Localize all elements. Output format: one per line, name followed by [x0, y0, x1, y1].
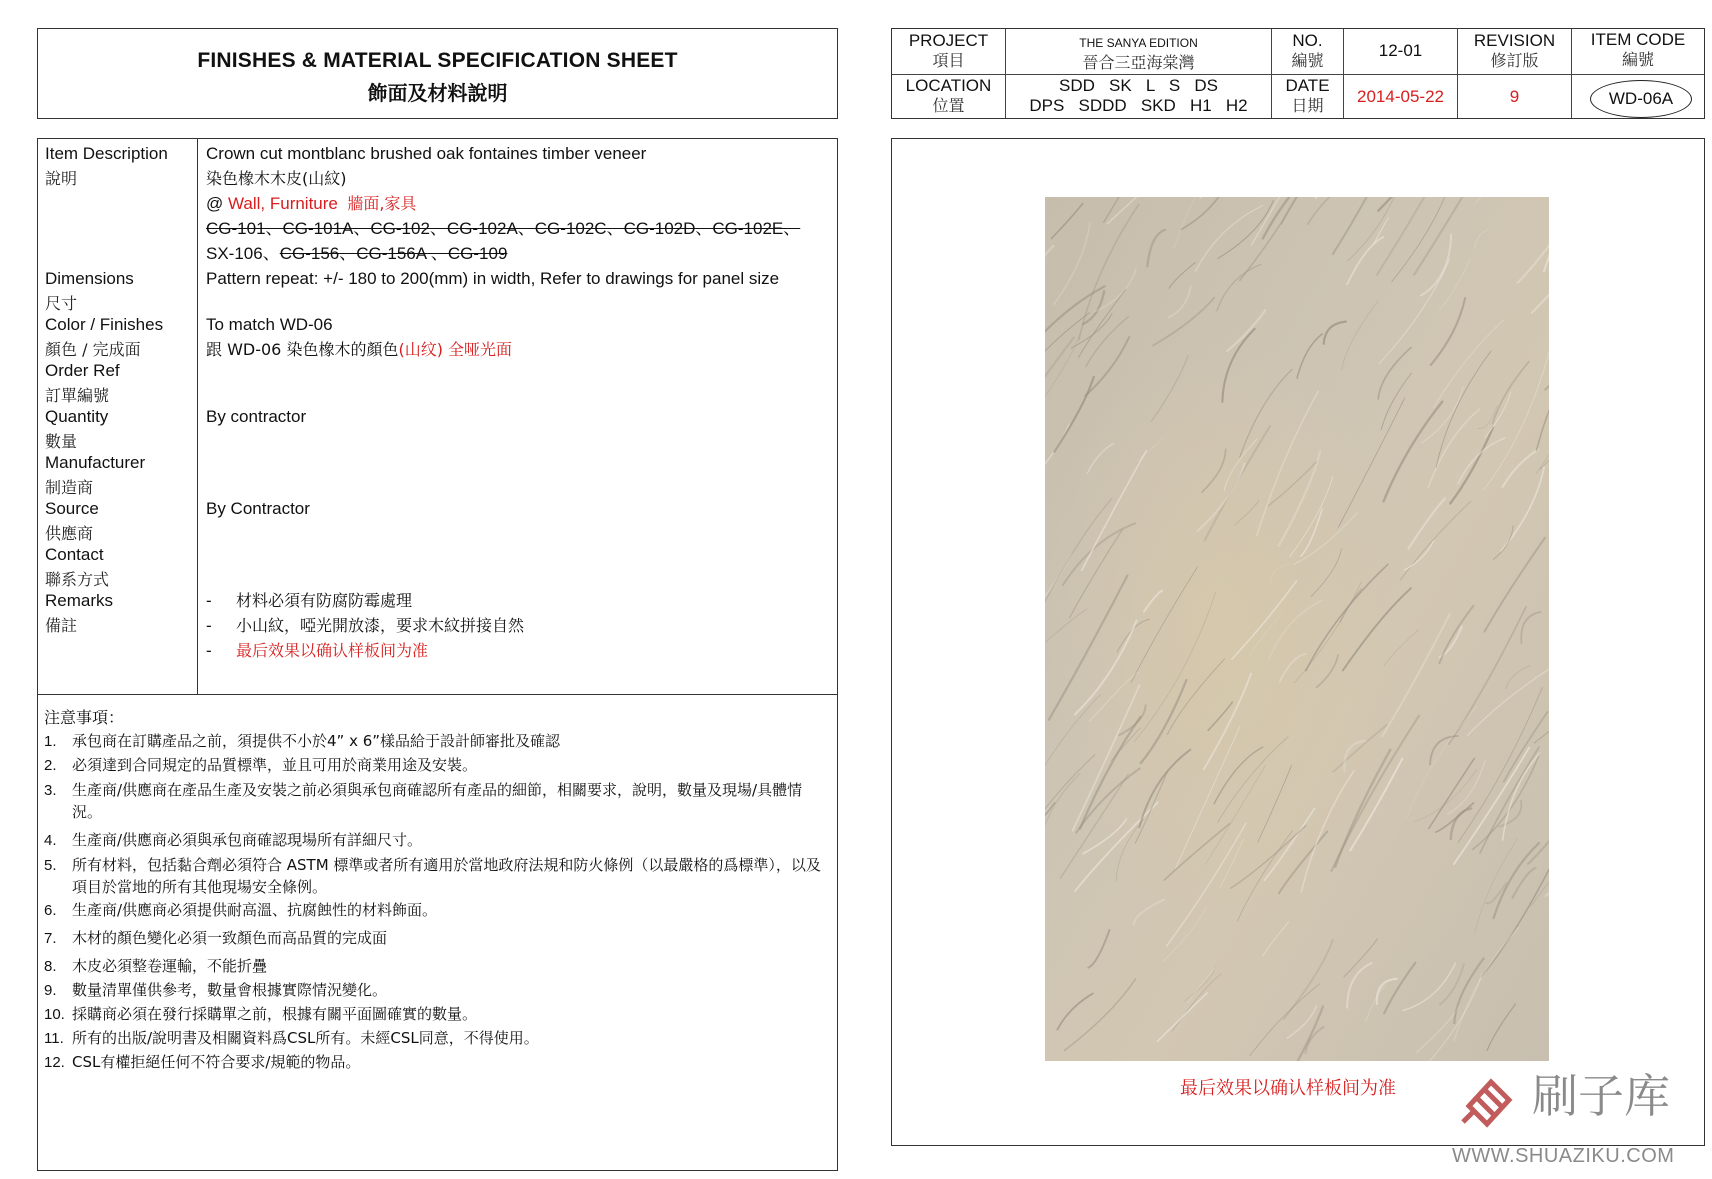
no-label: NO. 編號: [1272, 29, 1344, 75]
project-label: PROJECT 項目: [892, 29, 1006, 75]
superseded-codes-line2: CG-156、CG-156A 、CG-109: [279, 244, 508, 263]
order-ref-label: Order Ref 訂單編號: [45, 361, 120, 405]
contact-label: Contact 聯系方式: [45, 545, 110, 589]
note-item: 10. 採購商必須在發行採購單之前，根據有關平面圖確實的數量。: [44, 1005, 478, 1023]
color-finishes-label: Color / Finishes 顏色 / 完成面: [45, 315, 164, 359]
note-item: 2. 必須達到合同規定的品質標準，並且可用於商業用途及安裝。: [44, 756, 478, 774]
note-item: 6. 生產商/供應商必須提供耐高溫、抗腐蝕性的材料飾面。: [44, 901, 438, 919]
remark-item: - 小山紋，啞光開放漆，要求木紋拼接自然: [206, 616, 525, 635]
note-item: 7. 木材的顏色變化必須一致顏色而高品質的完成面: [44, 929, 388, 947]
watermark-logo-icon: [1455, 1062, 1523, 1130]
source-label: Source 供應商: [45, 499, 99, 543]
sheet-title-en: FINISHES & MATERIAL SPECIFICATION SHEET: [197, 49, 678, 72]
note-item: 1. 承包商在訂購產品之前，須提供不小於4” x 6”樣品給于設計師審批及確認: [44, 732, 561, 750]
notes-section: [37, 695, 838, 1171]
sample-caption: 最后效果以确认样板间为准: [1180, 1078, 1396, 1099]
location-value: SDD SK L S DS DPS SDDD SKD H1 H2: [1006, 75, 1272, 118]
wood-veneer-sample-image: [1045, 197, 1549, 1061]
remarks-label: Remarks 備註: [45, 591, 114, 635]
date-value: 2014-05-22: [1344, 75, 1458, 118]
dimensions-label: Dimensions 尺寸: [45, 269, 134, 313]
note-item: 5. 所有材料，包括黏合劑必須符合 ASTM 標準或者所有適用於當地政府法規和防火條例（以最嚴格的爲標準），以及項目於當地的所有其他現場安全條例。: [44, 856, 821, 896]
color-finishes-value: To match WD-06 跟 WD-06 染色橡木的顏色(山纹) 全哑光面: [206, 315, 513, 359]
header-info-table: [891, 28, 1705, 119]
no-value: 12-01: [1344, 29, 1458, 75]
remark-item: - 最后效果以确认样板间为准: [206, 641, 429, 660]
remark-item: - 材料必須有防腐防霉處理: [206, 591, 413, 610]
sheet-title-box: [37, 28, 838, 119]
item-code-value: WD-06A: [1590, 80, 1692, 118]
revision-value: 9: [1458, 75, 1572, 118]
quantity-value: By contractor: [206, 407, 307, 426]
current-code: SX-106、: [206, 244, 280, 263]
sample-panel: [891, 138, 1705, 1146]
notes-title: 注意事項：: [44, 708, 125, 727]
quantity-label: Quantity 數量: [45, 407, 109, 451]
item-description-value: Crown cut montblanc brushed oak fontaines timber veneer 染色橡木木皮(山紋) @ Wall, Furniture 牆面,家具 CG-101、CG-101A、CG-102、CG-102A、CG-102C、CG-102D、CG-102E、 SX-106、CG-156、CG-156A 、CG-109: [206, 144, 801, 263]
sheet-title-zh: 飾面及材料說明: [367, 81, 508, 105]
note-item: 3. 生產商/供應商在產品生產及安裝之前必須與承包商確認所有產品的細節，相關要求，說明，數量及現場/具體情況。: [44, 781, 803, 821]
location-label: LOCATION 位置: [892, 75, 1006, 118]
item-description-label: Item Description 說明: [45, 144, 168, 188]
note-item: 4. 生產商/供應商必須與承包商確認現場所有詳細尺寸。: [44, 831, 423, 849]
item-code-value-cell: [1572, 75, 1704, 118]
source-value: By Contractor: [206, 499, 310, 518]
watermark-text: 刷子库: [1532, 1069, 1670, 1123]
manufacturer-label: Manufacturer 制造商: [45, 453, 146, 497]
project-value: THE SANYA EDITION 晉合三亞海棠灣: [1006, 29, 1272, 75]
revision-label: REVISION 修訂版: [1458, 29, 1572, 75]
superseded-codes-line1: CG-101、CG-101A、CG-102、CG-102A、CG-102C、CG-102D、CG-102E、: [206, 219, 801, 238]
note-item: 9. 數量清單僅供參考，數量會根據實際情況變化。: [44, 981, 388, 999]
spec-column-divider: [197, 139, 198, 694]
remarks-list: [206, 588, 524, 663]
item-code-label: ITEM CODE 編號: [1572, 29, 1704, 75]
date-label: DATE 日期: [1272, 75, 1344, 118]
note-item: 12. CSL有權拒絕任何不符合要求/規範的物品。: [44, 1053, 361, 1071]
note-item: 11. 所有的出版/說明書及相關資料爲CSL所有。未經CSL同意，不得使用。: [44, 1029, 539, 1047]
note-item: 8. 木皮必須整卷運輸，不能折疊: [44, 957, 268, 975]
spec-table: [37, 138, 838, 695]
watermark-url: WWW.SHUAZIKU.COM: [1452, 1145, 1675, 1167]
dimensions-value: Pattern repeat: +/- 180 to 200(mm) in width, Refer to drawings for panel size: [206, 269, 780, 288]
